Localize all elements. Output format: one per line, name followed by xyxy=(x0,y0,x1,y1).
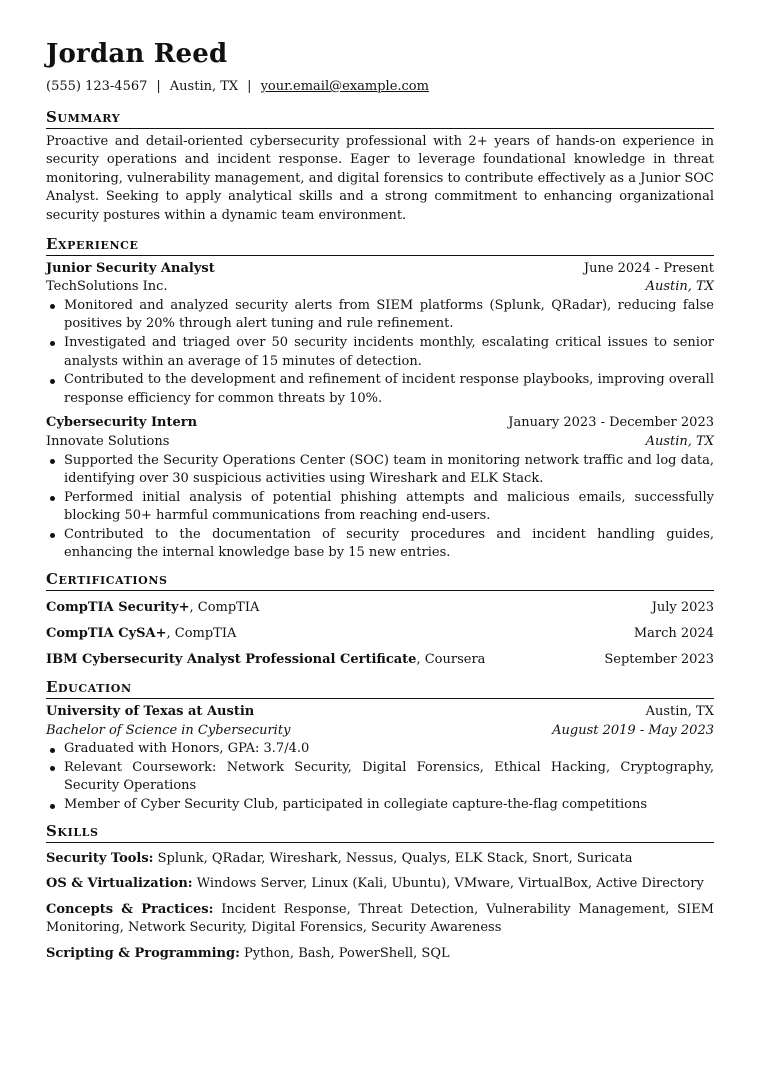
skill-value: Windows Server, Linux (Kali, Ubuntu), VMware, VirtualBox, Active Directory xyxy=(192,876,704,892)
certification-date: July 2023 xyxy=(651,600,714,616)
skill-value: Incident Response, Threat Detection, Vulnerability Management, SIEM Monitoring, Network Security, Digital Forensics, Security Awareness xyxy=(46,901,714,936)
certification-issuer: , Coursera xyxy=(416,652,486,668)
contact-separator: | xyxy=(156,79,161,94)
certification-name: CompTIA Security+ xyxy=(46,600,190,616)
section-title-summary: Summary xyxy=(46,107,714,129)
skill-label: OS & Virtualization: xyxy=(46,876,193,892)
education-bullets xyxy=(46,740,714,814)
section-title-skills: Skills xyxy=(46,821,714,843)
job-role: Junior Security Analyst xyxy=(46,260,215,276)
degree: Bachelor of Science in Cybersecurity xyxy=(46,722,291,738)
skill-value: Splunk, QRadar, Wireshark, Nessus, Qualys, ELK Stack, Snort, Suricata xyxy=(153,850,633,866)
bullet-item: Investigated and triaged over 50 security incidents monthly, escalating critical issues to senior analysts within an average of 15 minutes of detection. xyxy=(46,334,714,371)
skills-list xyxy=(46,847,714,964)
education-entry xyxy=(46,703,714,815)
job-company: Innovate Solutions xyxy=(46,433,170,449)
bullet-item: Graduated with Honors, GPA: 3.7/4.0 xyxy=(46,740,714,759)
bullet-item: Supported the Security Operations Center (SOC) team in monitoring network traffic and log data, identifying over 30 suspicious activities using Wireshark and ELK Stack. xyxy=(46,452,714,489)
skill-row xyxy=(46,901,714,938)
bullet-item: Member of Cyber Security Club, participated in collegiate capture-the-flag competitions xyxy=(46,796,714,815)
skill-value: Python, Bash, PowerShell, SQL xyxy=(239,946,450,961)
section-title-education: Education xyxy=(46,677,714,699)
bullet-item: Contributed to the documentation of security procedures and incident handling guides, enhancing the internal knowledge base by 15 new entries. xyxy=(46,526,714,563)
bullet-item: Relevant Coursework: Network Security, Digital Forensics, Ethical Hacking, Cryptography, Security Operations xyxy=(46,759,714,796)
bullet-item: Monitored and analyzed security alerts from SIEM platforms (Splunk, QRadar), reducing false positives by 20% through alert tuning and rule refinement. xyxy=(46,297,714,334)
section-title-certifications: Certifications xyxy=(46,569,714,591)
certification-name: CompTIA CySA+ xyxy=(46,626,167,642)
email-link[interactable]: your.email@example.com xyxy=(260,79,429,94)
skill-label: Scripting & Programming: xyxy=(46,946,240,961)
contact-separator: | xyxy=(247,79,252,94)
certification-issuer: , CompTIA xyxy=(166,626,237,642)
section-title-experience: Experience xyxy=(46,234,714,256)
skill-row xyxy=(46,850,714,869)
certification-row xyxy=(46,595,714,621)
job-location: Austin, TX xyxy=(645,279,714,295)
certification-issuer: , CompTIA xyxy=(189,600,260,616)
skill-row xyxy=(46,875,714,894)
skill-label: Concepts & Practices: xyxy=(46,901,214,917)
summary-text: Proactive and detail-oriented cybersecurity professional with 2+ years of hands-on experience in security operations and incident response. Eager to leverage foundational knowledge in threat monitoring, vulnerability management, and digital forensics to contribute effectively as a Junior SOC Analyst. Seeking to apply analytical skills and a strong commitment to enhancing organizational security postures within a dynamic team environment. xyxy=(46,133,714,223)
phone: (555) 123-4567 xyxy=(46,79,148,94)
location: Austin, TX xyxy=(169,79,239,94)
skill-row xyxy=(46,945,714,964)
job-dates: June 2024 - Present xyxy=(583,260,714,276)
certification-name: IBM Cybersecurity Analyst Professional Certificate xyxy=(46,652,417,668)
certification-date: March 2024 xyxy=(633,626,714,642)
education-dates: August 2019 - May 2023 xyxy=(552,722,714,738)
candidate-name: Jordan Reed xyxy=(46,39,228,69)
certifications-list xyxy=(46,595,714,673)
job-dates: January 2023 - December 2023 xyxy=(508,415,714,431)
job-company: TechSolutions Inc. xyxy=(46,279,168,295)
bullet-item: Contributed to the development and refinement of incident response playbooks, improving overall response efficiency for common threats by 10%. xyxy=(46,371,714,408)
job-entry xyxy=(46,414,714,563)
job-bullets xyxy=(46,452,714,564)
job-role: Cybersecurity Intern xyxy=(46,415,198,431)
skill-label: Security Tools: xyxy=(46,850,154,866)
school-name: University of Texas at Austin xyxy=(46,704,255,720)
bullet-item: Performed initial analysis of potential phishing attempts and malicious emails, successfully blocking 50+ harmful communications from reaching end-users. xyxy=(46,489,714,526)
job-location: Austin, TX xyxy=(645,433,714,449)
school-location: Austin, TX xyxy=(645,704,714,720)
certification-date: September 2023 xyxy=(604,652,714,668)
contact-line xyxy=(46,78,714,97)
job-entry xyxy=(46,260,714,409)
certification-row xyxy=(46,621,714,647)
job-bullets xyxy=(46,297,714,409)
certification-row xyxy=(46,647,714,673)
